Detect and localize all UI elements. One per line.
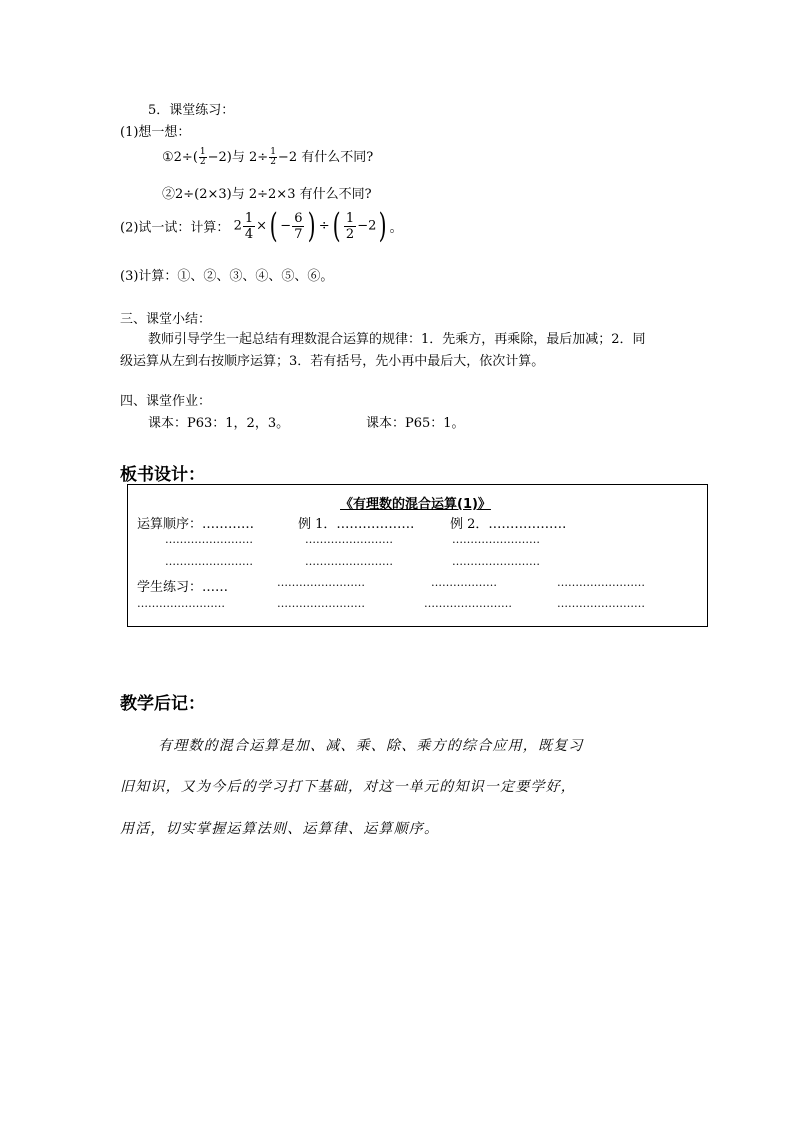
reflection-line-1: 有理数的混合运算是加、减、乘、除、乘方的综合应用，既复习 xyxy=(158,738,584,754)
right-paren-icon-2: ) xyxy=(379,206,387,246)
try-div: ÷ xyxy=(318,218,330,234)
question-2: ②2÷(2×3)与 2÷2×3 有什么不同? xyxy=(162,187,372,202)
homework-item-1: 课本：P63：1，2，3。 xyxy=(148,416,290,431)
board-dots-d: …………………… xyxy=(165,555,253,568)
try-minus2: −2 xyxy=(357,218,377,234)
q1-marker: ① xyxy=(162,150,174,165)
try-question xyxy=(120,206,403,253)
board-order-label: 运算顺序：………… xyxy=(137,517,255,532)
reflection-line-2: 旧知识，又为今后的学习打下基础，对这一单元的知识一定要学好， xyxy=(120,779,576,795)
board-student-dots-4: …………………… xyxy=(137,597,225,610)
summary-title: 三、课堂小结： xyxy=(120,312,212,327)
board-student-dots-7: …………………… xyxy=(557,597,645,610)
board-dots-a: …………………… xyxy=(165,533,253,546)
reflection-line-3: 用活，切实掌握运算法则、运算律、运算顺序。 xyxy=(120,821,440,837)
right-paren-icon: ) xyxy=(308,206,317,246)
homework-title: 四、课堂作业： xyxy=(120,394,212,409)
q1-frac-numerator: 1 xyxy=(199,147,206,157)
try-frac1-num: 1 xyxy=(244,210,254,226)
try-frac2-num: 6 xyxy=(294,210,303,226)
try-whole: 2 xyxy=(233,218,242,234)
question-1 xyxy=(162,146,373,167)
reflection-heading: 教学后记： xyxy=(120,694,205,714)
left-paren-icon: ( xyxy=(269,206,278,246)
left-paren-icon-2: ( xyxy=(332,206,341,246)
q1-part-a: 2÷( xyxy=(173,150,198,165)
q1-frac2-denominator: 2 xyxy=(270,157,276,167)
q1-frac-denominator: 2 xyxy=(199,157,206,167)
q1-part-c: −2 有什么不同? xyxy=(277,150,374,165)
board-example-2: 例 2．……………… xyxy=(450,517,567,532)
q1-frac2-numerator: 1 xyxy=(270,147,276,157)
try-frac3-den: 2 xyxy=(345,226,355,242)
calc-line: (3)计算：①、②、③、④、⑤、⑥。 xyxy=(120,269,334,284)
board-dots-f: …………………… xyxy=(452,555,540,568)
homework-item-2: 课本：P65：1。 xyxy=(366,416,465,431)
q1-fraction-2 xyxy=(269,148,277,167)
practice-title: 5．课堂练习： xyxy=(148,103,235,118)
q1-part-b: −2)与 2÷ xyxy=(207,150,269,165)
board-student-dots-2: ……………… xyxy=(431,576,497,589)
try-frac3-num: 1 xyxy=(345,210,355,226)
try-neg: − xyxy=(280,218,292,234)
try-label: (2)试一试：计算： xyxy=(120,220,230,236)
try-times: × xyxy=(256,218,268,234)
summary-line-1: 教师引导学生一起总结有理数混合运算的规律：1．先乘方，再乘除，最后加减；2．同 xyxy=(148,332,646,347)
board-title: 《有理数的混合运算(1)》 xyxy=(340,497,491,512)
board-dots-e: …………………… xyxy=(305,555,393,568)
board-student-dots-3: …………………… xyxy=(557,576,645,589)
board-student-label: 学生练习：…… xyxy=(137,580,229,595)
board-student-dots-5: …………………… xyxy=(277,597,365,610)
board-student-dots-6: …………………… xyxy=(424,597,512,610)
try-end: 。 xyxy=(389,220,403,236)
summary-line-2: 级运算从左到右按顺序运算；3．若有括号，先小再中最后大，依次计算。 xyxy=(120,354,545,369)
try-frac2-den: 7 xyxy=(294,226,303,242)
think-label: (1)想一想： xyxy=(120,125,191,140)
q1-fraction xyxy=(199,148,207,167)
board-example-1: 例 1．……………… xyxy=(298,517,415,532)
try-frac-3 xyxy=(344,211,356,242)
board-heading: 板书设计： xyxy=(120,465,205,485)
try-frac-2 xyxy=(292,211,304,242)
try-frac-1 xyxy=(243,211,255,242)
board-dots-b: …………………… xyxy=(305,533,393,546)
board-dots-c: …………………… xyxy=(452,533,540,546)
board-student-dots-1: …………………… xyxy=(277,576,365,589)
try-frac1-den: 4 xyxy=(244,226,254,242)
